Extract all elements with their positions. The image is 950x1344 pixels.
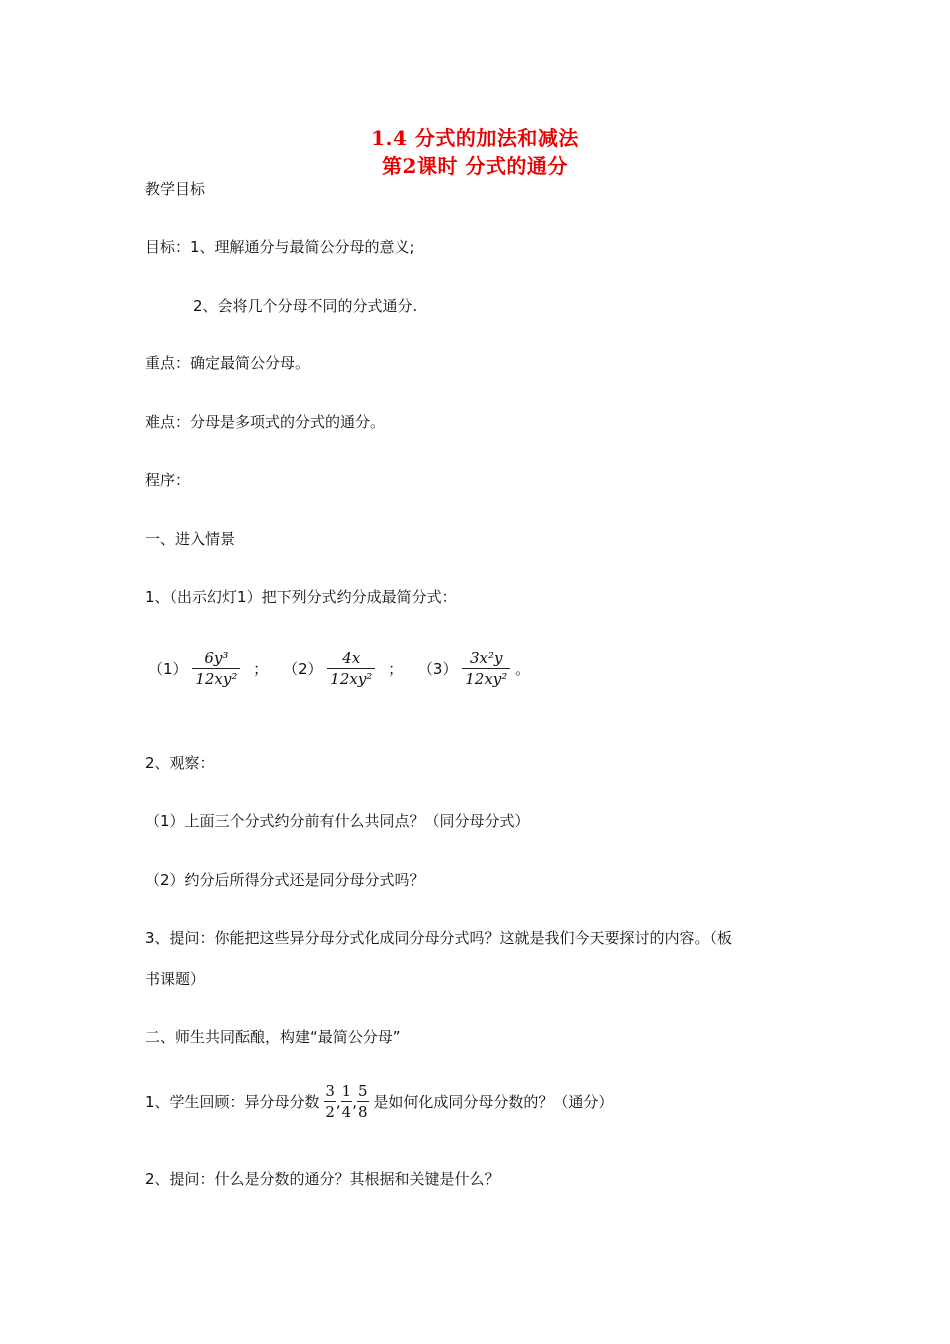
item-2-question-1: （1）上面三个分式约分前有什么共同点？（同分母分式） xyxy=(145,812,530,830)
item-3-line-b: 书课题） xyxy=(145,970,206,988)
section-2-heading: 二、师生共同酝酿，构建“最简公分母” xyxy=(145,1028,401,1046)
separator: ； xyxy=(253,659,269,678)
review-text-post: 是如何化成同分母分数的？（通分） xyxy=(373,1092,614,1111)
goal-1: 目标：1、理解通分与最简公分母的意义; xyxy=(145,238,415,256)
item-2-question-2: （2）约分后所得分式还是同分母分式吗？ xyxy=(145,871,425,889)
fraction-numerator: 3x²y xyxy=(470,649,503,667)
goal-heading: 教学目标 xyxy=(145,180,206,198)
exercise-row xyxy=(148,650,530,689)
difficulty: 难点：分母是多项式的分式的通分。 xyxy=(145,413,386,431)
separator: 。 xyxy=(515,659,531,678)
fraction-numerator: 3 xyxy=(325,1082,335,1100)
separator: ； xyxy=(388,659,404,678)
fraction-numerator: 1 xyxy=(341,1082,352,1100)
exercise-label: （2） xyxy=(282,659,323,678)
procedure-heading: 程序： xyxy=(145,471,191,489)
fraction xyxy=(462,650,510,689)
fraction xyxy=(357,1083,369,1122)
fraction-numerator: 5 xyxy=(357,1082,368,1100)
section-2-item-1 xyxy=(145,1083,613,1122)
item-1: 1、（出示幻灯1）把下列分式约分成最简分式： xyxy=(145,588,457,606)
title-line-1: 1.4 分式的加法和减法 xyxy=(371,126,579,150)
fraction-numerator: 4x xyxy=(342,649,361,667)
exercise-label: （3） xyxy=(417,659,458,678)
exercise-label: （1） xyxy=(148,659,188,678)
section-2-item-2: 2、提问：什么是分数的通分？其根据和关键是什么？ xyxy=(145,1170,500,1188)
fraction-denominator: 12xy² xyxy=(327,668,375,688)
fraction xyxy=(324,1083,336,1122)
item-3-line-a: 3、提问：你能把这些异分母分式化成同分母分式吗？这就是我们今天要探讨的内容。（板 xyxy=(145,929,733,947)
comma: , xyxy=(352,1092,357,1111)
fraction xyxy=(327,650,375,689)
key-point: 重点：确定最简公分母。 xyxy=(145,354,311,372)
section-1-heading: 一、进入情景 xyxy=(145,530,236,548)
goal-2: 2、会将几个分母不同的分式通分. xyxy=(193,297,418,315)
fraction-denominator: 12xy² xyxy=(192,668,240,688)
fraction-denominator: 12xy² xyxy=(462,668,510,688)
fraction-denominator: 8 xyxy=(357,1103,368,1122)
fraction xyxy=(341,1083,353,1122)
fraction-denominator: 4 xyxy=(341,1103,352,1122)
comma: , xyxy=(335,1092,341,1111)
fraction-denominator: 2 xyxy=(325,1103,335,1122)
item-2: 2、观察： xyxy=(145,754,215,772)
review-text-pre: 1、学生回顾：异分母分数 xyxy=(145,1092,320,1111)
title-line-2: 第2课时 分式的通分 xyxy=(382,154,568,178)
fraction-numerator: 6y³ xyxy=(204,649,229,667)
fraction xyxy=(192,650,240,689)
